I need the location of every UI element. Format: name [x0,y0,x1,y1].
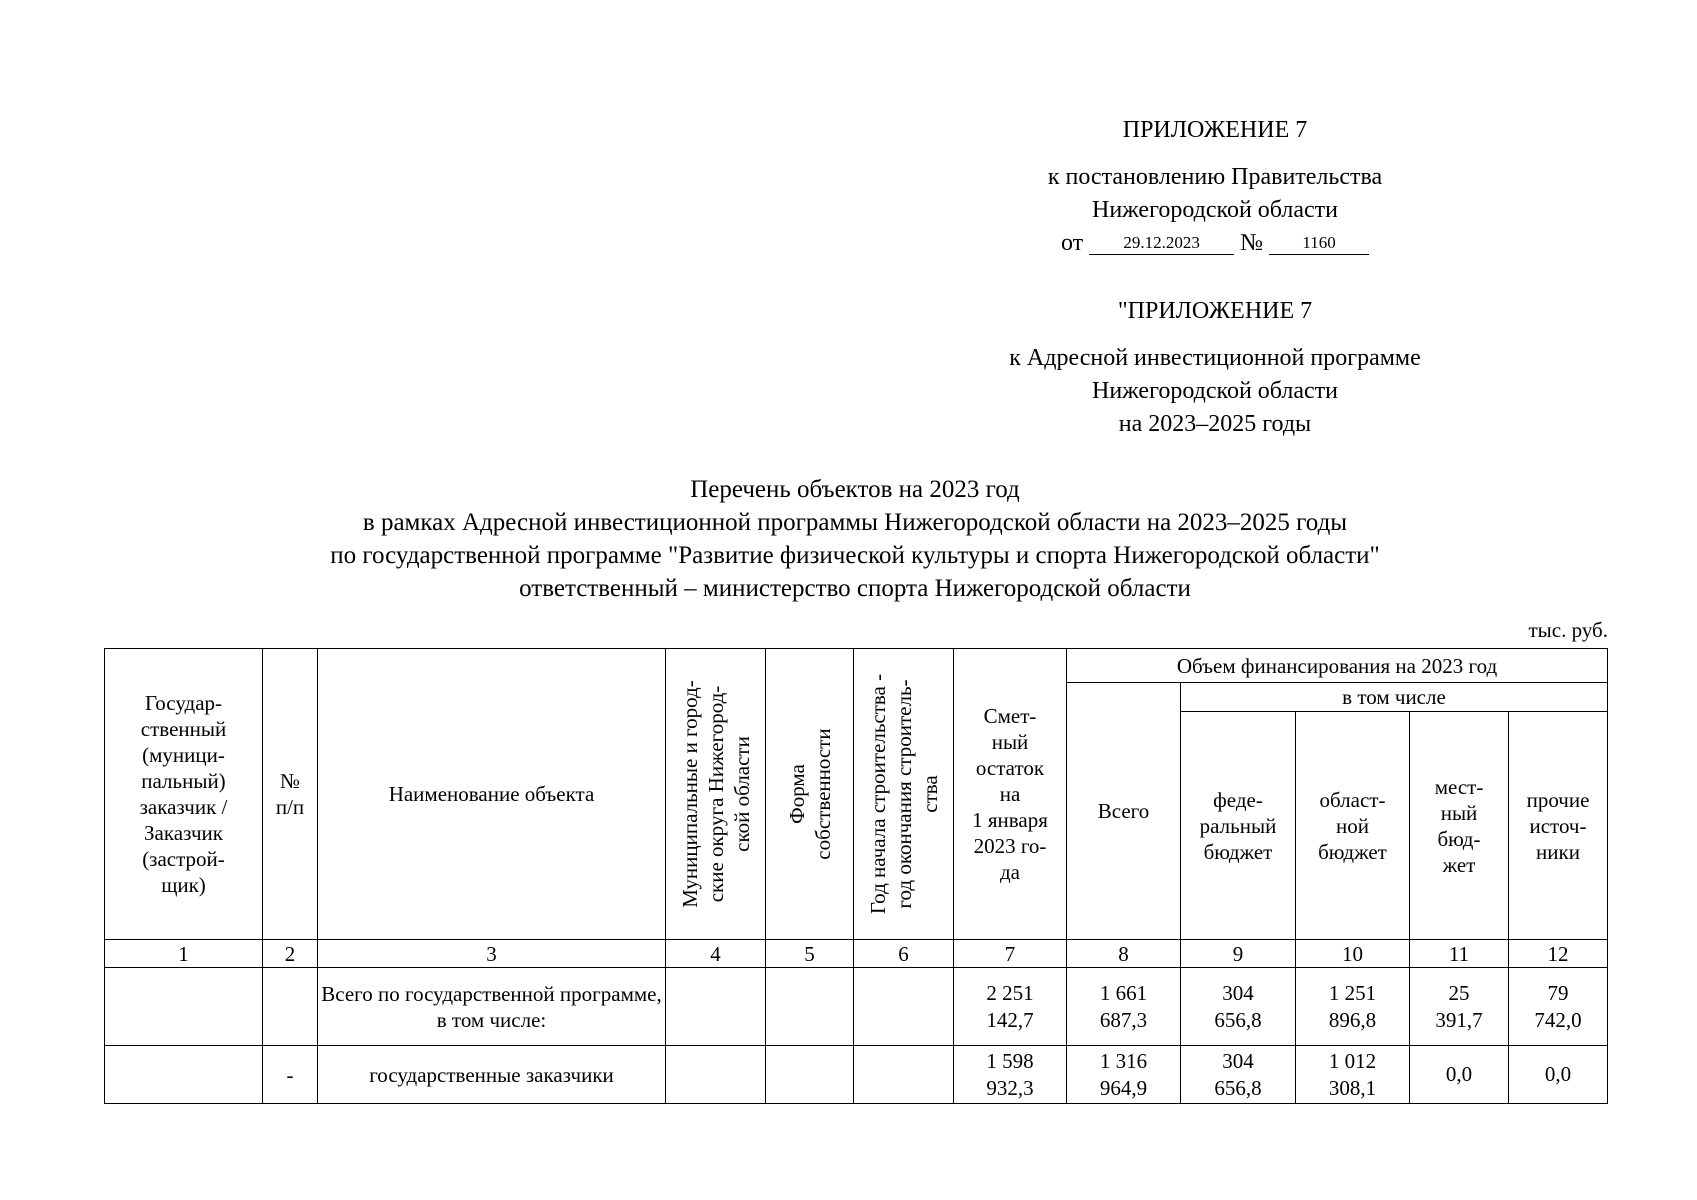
colnum-4: 4 [666,940,766,968]
table-row [105,1046,1608,1104]
colnum-10: 10 [1296,940,1410,968]
row-local: 25 391,7 [1410,968,1509,1046]
row-name: Всего по государственной программе, в том числе: [318,968,666,1046]
header-num: № п/п [263,649,318,940]
title-line1: Перечень объектов на 2023 год [690,476,1020,503]
row-federal: 304 656,8 [1181,968,1296,1046]
row-years [854,1046,954,1104]
colnum-7: 7 [954,940,1067,968]
decree-date: 29.12.2023 [1089,232,1234,255]
header-including: в том числе [1181,683,1608,712]
objects-table [104,648,1608,1104]
header-federal: феде- ральный бюджет [1181,712,1296,940]
header-years: Год начала строительства - год окончания строитель- ства [854,649,954,940]
table-row [105,968,1608,1046]
row-municipal [666,968,766,1046]
row-years [854,968,954,1046]
row-total: 1 661 687,3 [1067,968,1181,1046]
header-row-1 [105,649,1608,683]
title-line2: в рамках Адресной инвестиционной программы Нижегородской области на 2023–2025 годы [362,509,1348,536]
column-numbers-row [105,940,1608,968]
row-regional: 1 012 308,1 [1296,1046,1410,1104]
appendix2-line3: на 2023–2025 годы [1118,411,1312,437]
colnum-5: 5 [766,940,854,968]
document-title [100,473,1610,605]
appendix2-header [960,295,1470,441]
units-label: тыс. руб. [1528,618,1608,642]
row-num [263,968,318,1046]
row-other: 79 742,0 [1509,968,1608,1046]
row-municipal [666,1046,766,1104]
appendix2-title: "ПРИЛОЖЕНИЕ 7 [1117,298,1313,324]
number-sign: № [1240,230,1264,256]
header-customer: Государ- ственный (муници- пальный) заказчик / Заказчик (застрой- щик) [105,649,263,940]
appendix-header [960,114,1470,260]
title-line3: по государственной программе "Развитие физической культуры и спорта Нижегородской области" [330,542,1380,569]
header-municipal: Муниципальные и город- ские округа Нижегород- ской области [666,649,766,940]
row-name: государственные заказчики [318,1046,666,1104]
row-estimate: 2 251 142,7 [954,968,1067,1046]
appendix-to-line1: к постановлению Правительства [1047,164,1383,190]
row-ownership [766,968,854,1046]
row-regional: 1 251 896,8 [1296,968,1410,1046]
header-other: прочие источ- ники [1509,712,1608,940]
appendix-to-line2: Нижегородской области [1091,197,1339,223]
row-local: 0,0 [1410,1046,1509,1104]
colnum-6: 6 [854,940,954,968]
row-other: 0,0 [1509,1046,1608,1104]
header-local: мест- ный бюд- жет [1410,712,1509,940]
row-ownership [766,1046,854,1104]
row-customer [105,1046,263,1104]
header-total: Всего [1067,683,1181,940]
appendix-title: ПРИЛОЖЕНИЕ 7 [1122,117,1308,143]
colnum-2: 2 [263,940,318,968]
header-ownership: Форма собственности [766,649,854,940]
header-estimate: Смет- ный остаток на 1 января 2023 го- да [954,649,1067,940]
row-customer [105,968,263,1046]
colnum-9: 9 [1181,940,1296,968]
date-prefix: от [1060,230,1084,256]
appendix2-line1: к Адресной инвестиционной программе [1009,345,1421,371]
appendix-date-line [960,227,1470,260]
title-line4: ответственный – министерство спорта Нижегородской области [519,575,1191,602]
header-name: Наименование объекта [318,649,666,940]
colnum-12: 12 [1509,940,1608,968]
colnum-3: 3 [318,940,666,968]
appendix2-line2: Нижегородской области [1091,378,1339,404]
decree-number: 1160 [1269,232,1369,255]
row-num: - [263,1046,318,1104]
colnum-8: 8 [1067,940,1181,968]
header-regional: област- ной бюджет [1296,712,1410,940]
header-financing: Объем финансирования на 2023 год [1067,649,1608,683]
row-total: 1 316 964,9 [1067,1046,1181,1104]
colnum-11: 11 [1410,940,1509,968]
row-federal: 304 656,8 [1181,1046,1296,1104]
colnum-1: 1 [105,940,263,968]
row-estimate: 1 598 932,3 [954,1046,1067,1104]
